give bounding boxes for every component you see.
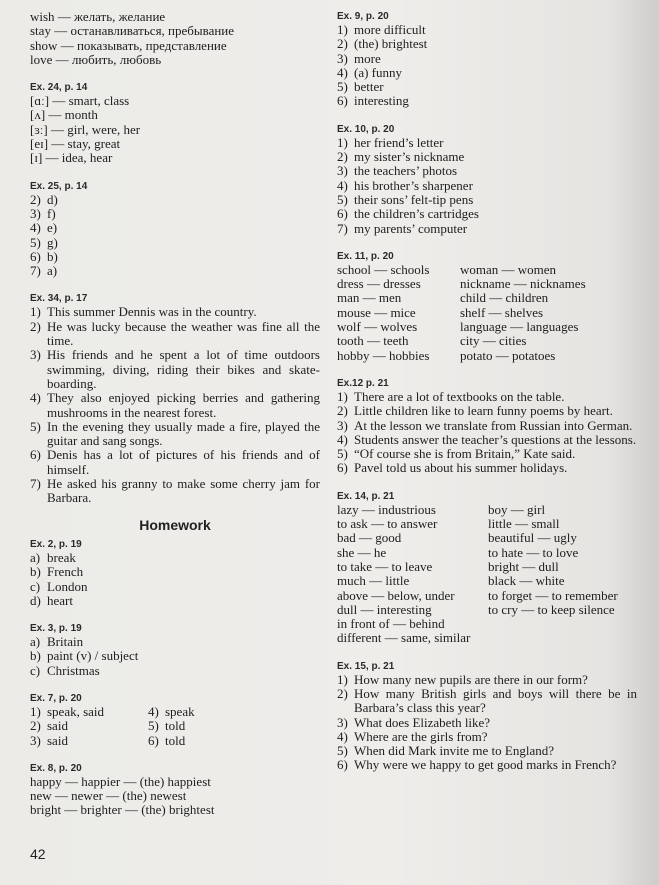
answer-item <box>337 716 637 730</box>
answer-column <box>337 263 460 363</box>
answer-item <box>30 649 320 663</box>
item-text: more <box>354 50 381 66</box>
answer-line: city — cities <box>460 333 527 349</box>
answer-line: dress — dresses <box>337 276 421 292</box>
exercise-heading: Ex. 8, p. 20 <box>30 762 82 774</box>
item-number: 1) <box>337 671 348 687</box>
item-number: b) <box>30 648 41 664</box>
answer-line: she — he <box>337 544 387 560</box>
item-text: Denis has a lot of pictures of his friends and of himself. <box>47 447 320 477</box>
item-number: 4) <box>148 703 159 719</box>
answer-item <box>337 222 637 236</box>
item-number: 2) <box>337 149 348 165</box>
answer-item <box>30 635 320 649</box>
answer-line: bright — dull <box>488 558 559 574</box>
answer-column <box>337 503 488 646</box>
answer-column <box>488 503 633 646</box>
item-text: London <box>47 578 88 594</box>
item-text: French <box>47 564 84 580</box>
item-number: c) <box>30 662 41 678</box>
item-text: They also enjoyed picking berries and gathering mushrooms in the nearest forest. <box>47 390 320 420</box>
answer-item <box>30 734 148 748</box>
exercise-3 <box>30 635 320 678</box>
answer-line: much — little <box>337 573 410 589</box>
answer-line: new — newer — (the) newest <box>30 788 187 804</box>
item-number: 7) <box>30 263 41 279</box>
answer-line: beautiful — ugly <box>488 530 577 546</box>
item-text: the children’s cartridges <box>354 206 479 222</box>
item-text: e) <box>47 220 58 236</box>
item-text: What does Elizabeth like? <box>354 714 491 730</box>
answer-item <box>337 390 637 404</box>
exercise-heading: Ex. 2, p. 19 <box>30 538 82 550</box>
item-number: 5) <box>30 234 41 250</box>
item-number: c) <box>30 578 41 594</box>
answer-item <box>30 236 320 250</box>
item-number: 6) <box>337 757 348 773</box>
item-number: 4) <box>30 390 41 406</box>
item-number: 1) <box>30 703 41 719</box>
answer-item <box>148 719 248 733</box>
vocab-line: wish — желать, желание <box>30 9 166 24</box>
answer-item <box>30 320 320 349</box>
answer-item <box>30 719 148 733</box>
answer-item <box>30 420 320 449</box>
item-text: the teachers’ photos <box>354 163 457 179</box>
item-number: d) <box>30 592 41 608</box>
page-number: 42 <box>30 846 46 862</box>
answer-line: [eɪ] — stay, great <box>30 136 121 152</box>
answer-line: [ɪ] — idea, hear <box>30 150 113 166</box>
answer-item <box>337 164 637 178</box>
answer-item <box>30 594 320 608</box>
item-number: 1) <box>337 388 348 404</box>
answer-item <box>337 404 637 418</box>
answer-line: nickname — nicknames <box>460 276 586 292</box>
item-number: 2) <box>337 403 348 419</box>
item-text: b) <box>47 248 58 264</box>
item-number: 4) <box>337 431 348 447</box>
answer-item <box>337 52 637 66</box>
exercise-heading: Ex. 15, p. 21 <box>337 660 395 672</box>
item-text: In the evening they usually made a fire, played the guitar and sang songs. <box>47 418 320 449</box>
item-number: 5) <box>30 418 41 434</box>
item-number: 3) <box>30 732 41 748</box>
item-number: a) <box>30 549 41 565</box>
answer-item <box>30 580 320 594</box>
answer-line: hobby — hobbies <box>337 347 430 363</box>
item-number: 6) <box>337 206 348 222</box>
item-number: 5) <box>337 743 348 759</box>
answer-line: black — white <box>488 573 565 589</box>
answer-item <box>30 391 320 420</box>
exercise-25 <box>30 193 320 279</box>
item-text: Christmas <box>47 662 100 678</box>
answer-item <box>337 150 637 164</box>
vocab-line: love — любить, любовь <box>30 51 162 67</box>
answer-item <box>30 250 320 264</box>
item-text: Where are the girls from? <box>354 728 488 744</box>
item-number: 4) <box>337 64 348 80</box>
item-number: 3) <box>30 205 41 221</box>
item-text: their sons’ felt-tip pens <box>354 191 474 207</box>
item-text: His friends and he spent a lot of time outdoors swimming, diving, riding their bikes and skate-boarding. <box>47 347 320 391</box>
item-text: This summer Dennis was in the country. <box>47 304 257 320</box>
answer-line: to cry — to keep silence <box>488 601 615 617</box>
item-text: He was lucky because the weather was fine all the time. <box>47 318 320 349</box>
item-text: a) <box>47 263 58 279</box>
item-text: Pavel told us about his summer holidays. <box>354 460 568 476</box>
answer-line: shelf — shelves <box>460 304 544 320</box>
answer-item <box>337 37 637 51</box>
item-number: 6) <box>148 732 159 748</box>
item-text: “Of course she is from Britain,” Kate said. <box>354 446 576 462</box>
answer-column <box>30 705 148 748</box>
item-text: said <box>47 718 68 734</box>
item-text: Little children like to learn funny poems by heart. <box>354 403 613 419</box>
answer-line: school — schools <box>337 261 430 277</box>
item-text: f) <box>47 205 56 221</box>
answer-line: child — children <box>460 290 549 306</box>
item-number: 5) <box>337 79 348 95</box>
answer-line: dull — interesting <box>337 601 432 617</box>
item-number: 3) <box>337 163 348 179</box>
item-number: a) <box>30 634 41 650</box>
exercise-heading: Ex. 9, p. 20 <box>337 11 389 22</box>
item-text: Students answer the teacher’s questions at the lessons. <box>354 431 637 447</box>
left-column <box>30 10 320 818</box>
answer-item <box>30 664 320 678</box>
item-number: 6) <box>337 460 348 476</box>
answer-line: in front of — behind <box>337 616 445 632</box>
answer-line: to hate — to love <box>488 544 579 560</box>
answer-line: boy — girl <box>488 501 546 517</box>
exercise-heading: Ex. 34, p. 17 <box>30 293 88 305</box>
item-number: b) <box>30 564 41 580</box>
item-text: d) <box>47 191 58 207</box>
item-number: 2) <box>337 685 348 701</box>
answer-item <box>337 730 637 744</box>
exercise-heading: Ex. 14, p. 21 <box>337 490 395 502</box>
exercise-8 <box>30 775 320 818</box>
item-text: Why were we happy to get good marks in French? <box>354 757 617 773</box>
answer-line: potato — potatoes <box>460 347 556 363</box>
item-text: speak <box>165 703 195 719</box>
item-text: (a) funny <box>354 64 403 80</box>
answer-item <box>30 305 320 319</box>
answer-item <box>337 419 637 433</box>
item-number: 2) <box>30 718 41 734</box>
item-text: At the lesson we translate from Russian into German. <box>354 417 633 433</box>
answer-line: happy — happier — (the) happiest <box>30 773 211 789</box>
item-text: her friend’s letter <box>354 134 444 150</box>
item-number: 7) <box>30 476 41 492</box>
vocab-list <box>30 10 320 67</box>
answer-line: bad — good <box>337 530 402 546</box>
item-text: my sister’s nickname <box>354 149 465 165</box>
answer-item <box>30 348 320 391</box>
answer-line: [ɜː] — girl, were, her <box>30 121 141 137</box>
item-number: 4) <box>337 728 348 744</box>
answer-item <box>30 448 320 477</box>
item-text: break <box>47 549 76 565</box>
item-text: (the) brightest <box>354 36 428 52</box>
exercise-heading: Ex.12 p. 21 <box>337 377 389 389</box>
item-number: 1) <box>337 22 348 37</box>
exercise-24 <box>30 94 320 165</box>
answer-item <box>337 136 637 150</box>
answer-line: lazy — industrious <box>337 501 436 517</box>
exercise-10 <box>337 136 637 236</box>
answer-line: man — men <box>337 290 402 306</box>
answer-item <box>30 477 320 506</box>
item-number: 6) <box>30 447 41 463</box>
item-number: 1) <box>30 304 41 320</box>
item-text: told <box>165 718 186 734</box>
item-number: 2) <box>30 191 41 207</box>
item-text: my parents’ computer <box>354 220 468 236</box>
item-text: better <box>354 79 384 95</box>
answer-item <box>30 551 320 565</box>
item-number: 3) <box>337 714 348 730</box>
vocab-line: stay — останавливаться, пребывание <box>30 23 235 39</box>
exercise-15 <box>337 673 637 773</box>
exercise-9 <box>337 23 637 109</box>
answer-item <box>337 687 637 716</box>
item-number: 6) <box>337 93 348 109</box>
exercise-14 <box>337 503 637 646</box>
answer-line: mouse — mice <box>337 304 416 320</box>
answer-line: bright — brighter — (the) brightest <box>30 802 215 818</box>
exercise-34 <box>30 305 320 505</box>
exercise-2 <box>30 551 320 608</box>
item-text: Britain <box>47 634 84 650</box>
answer-item <box>148 705 248 719</box>
exercise-11 <box>337 263 637 363</box>
answer-line: [ɑː] — smart, class <box>30 93 130 109</box>
item-number: 5) <box>148 718 159 734</box>
answer-line: above — below, under <box>337 587 455 603</box>
answer-line: to forget — to remember <box>488 587 618 603</box>
item-text: paint (v) / subject <box>47 648 139 664</box>
item-text: speak, said <box>47 703 105 719</box>
item-number: 3) <box>30 347 41 363</box>
item-text: He asked his granny to make some cherry jam for Barbara. <box>47 476 320 506</box>
item-text: When did Mark invite me to England? <box>354 743 555 759</box>
item-number: 5) <box>337 191 348 207</box>
answer-column <box>148 705 248 748</box>
item-text: g) <box>47 234 58 250</box>
exercise-heading: Ex. 3, p. 19 <box>30 623 82 635</box>
item-text: heart <box>47 592 73 608</box>
homework-heading: Homework <box>139 516 211 533</box>
answer-item <box>30 264 320 278</box>
answer-line: woman — women <box>460 261 557 277</box>
answer-item <box>30 207 320 221</box>
answer-item <box>337 461 637 475</box>
answer-item <box>30 193 320 207</box>
item-text: told <box>165 732 186 748</box>
answer-line: different — same, similar <box>337 630 471 646</box>
item-number: 4) <box>30 220 41 236</box>
item-number: 7) <box>337 220 348 236</box>
answer-item <box>337 744 637 758</box>
item-text: There are a lot of textbooks on the table. <box>354 388 565 404</box>
answer-item <box>337 758 637 772</box>
answer-item <box>337 179 637 193</box>
answer-column <box>460 263 630 363</box>
exercise-heading: Ex. 25, p. 14 <box>30 180 88 192</box>
answer-item <box>337 207 637 221</box>
answer-line: little — small <box>488 516 560 532</box>
answer-item <box>30 221 320 235</box>
item-text: more difficult <box>354 22 426 37</box>
answer-line: to take — to leave <box>337 558 433 574</box>
answer-line: tooth — teeth <box>337 333 409 349</box>
item-number: 2) <box>337 36 348 52</box>
answer-item <box>30 565 320 579</box>
item-text: How many new pupils are there in our form? <box>354 671 588 687</box>
item-text: How many British girls and boys will there be in Barbara’s class this year? <box>354 685 637 716</box>
answer-line: wolf — wolves <box>337 319 418 335</box>
exercise-heading: Ex. 24, p. 14 <box>30 82 88 94</box>
item-number: 1) <box>337 134 348 150</box>
answer-item <box>337 433 637 447</box>
answer-line: language — languages <box>460 319 579 335</box>
answer-item <box>337 66 637 80</box>
exercise-heading: Ex. 10, p. 20 <box>337 123 395 135</box>
answer-line: to ask — to answer <box>337 516 438 532</box>
answer-line: [ʌ] — month <box>30 107 98 123</box>
item-text: interesting <box>354 93 409 109</box>
answer-item <box>148 734 248 748</box>
right-column <box>337 10 637 773</box>
answer-item <box>337 80 637 94</box>
exercise-heading: Ex. 11, p. 20 <box>337 250 394 262</box>
answer-item <box>337 193 637 207</box>
answer-item <box>337 94 637 108</box>
answer-item <box>337 673 637 687</box>
exercise-7 <box>30 705 320 748</box>
exercise-heading: Ex. 7, p. 20 <box>30 692 82 704</box>
item-number: 3) <box>337 417 348 433</box>
answer-item <box>30 705 148 719</box>
item-number: 5) <box>337 446 348 462</box>
item-number: 2) <box>30 318 41 334</box>
answer-item <box>337 23 637 37</box>
item-number: 4) <box>337 177 348 193</box>
item-number: 6) <box>30 248 41 264</box>
vocab-line: show — показывать, представление <box>30 37 227 53</box>
answer-item <box>337 447 637 461</box>
item-number: 3) <box>337 50 348 66</box>
item-text: his brother’s sharpener <box>354 177 473 193</box>
item-text: said <box>47 732 68 748</box>
exercise-12 <box>337 390 637 476</box>
